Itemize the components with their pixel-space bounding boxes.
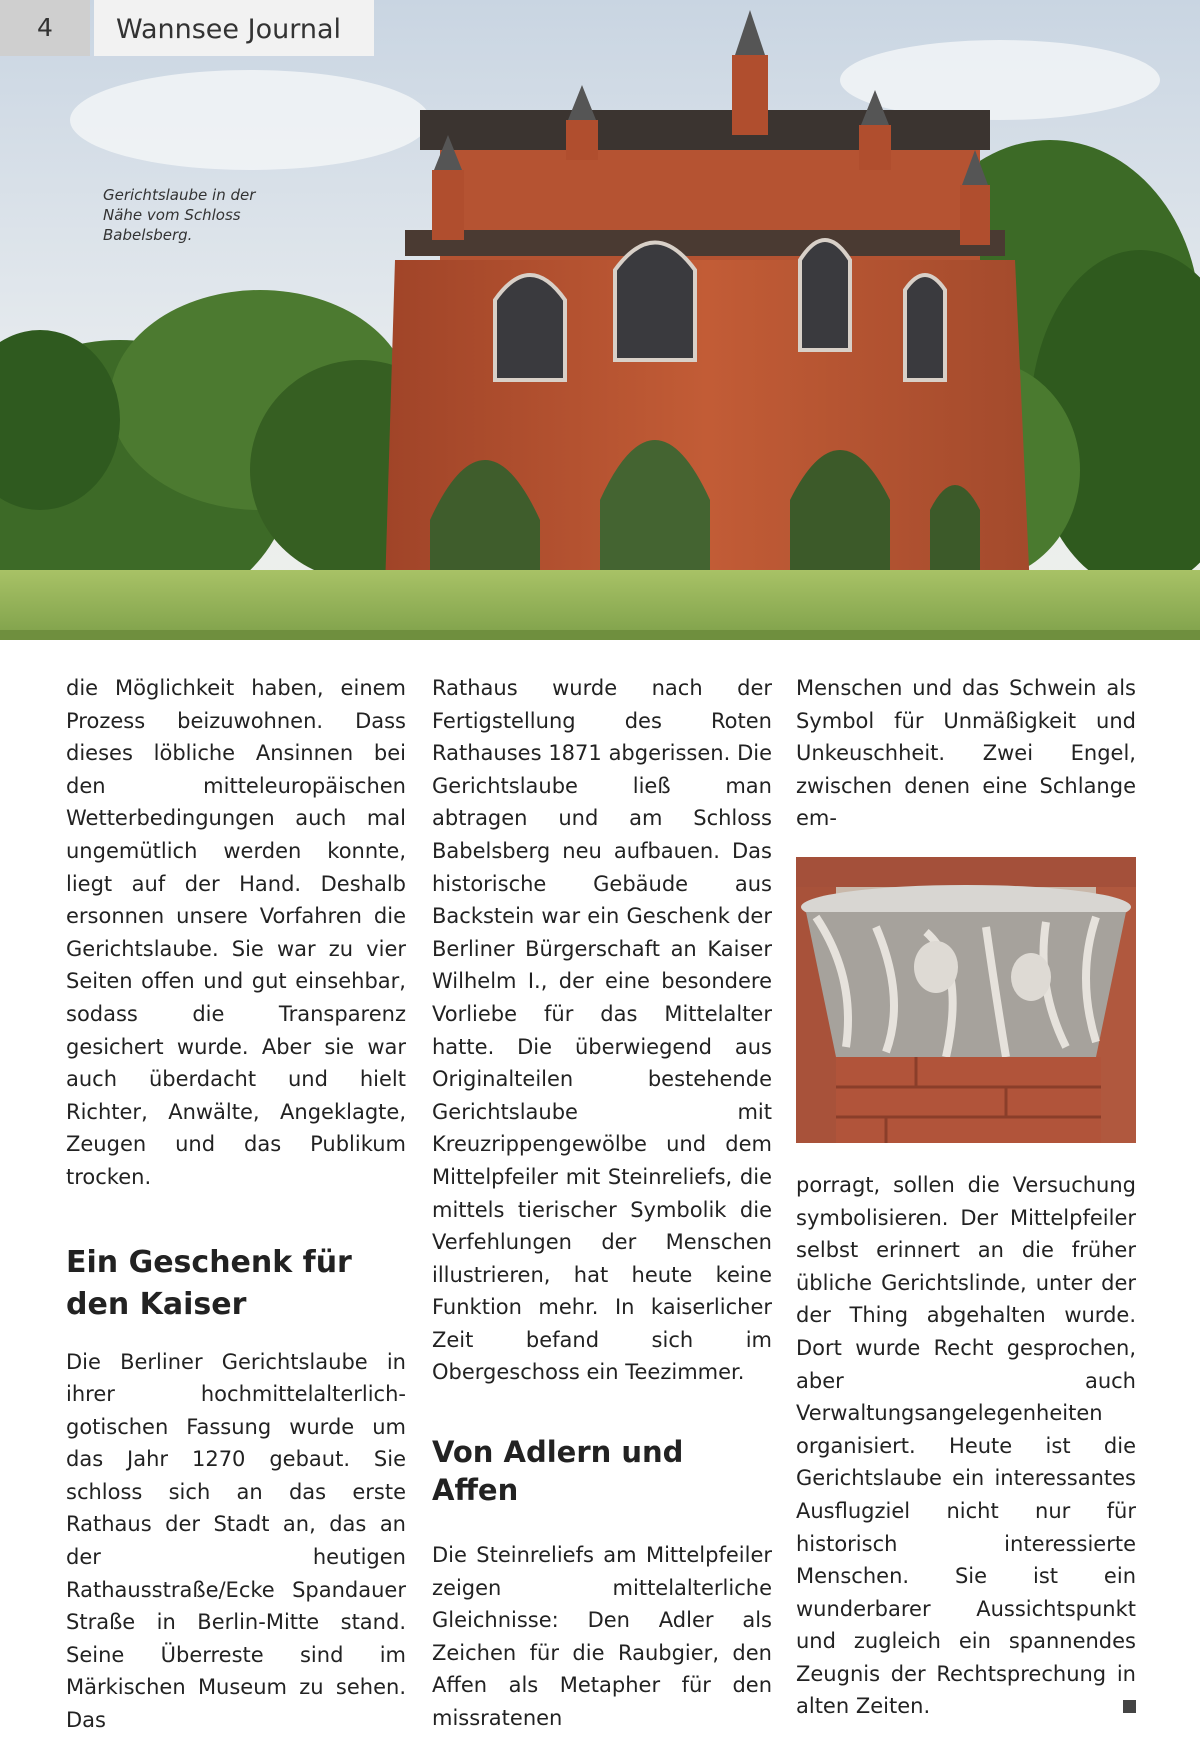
- col2-paragraph-1: Rathaus wurde nach der Fertigstellung des Roten Rathauses 1871 abgerissen. Die Gerichtslaube ließ man abtragen und am Schloss Babelsberg neu aufbauen. Das historische Gebäude aus Backstein war ein Geschenk der Berliner Bürgerschaft an Kaiser Wilhelm I., der eine besondere Vorliebe für das Mittelalter hatte. Die überwiegend aus Originalteilen bestehende Gerichtslaube mit Kreuzrippengewölbe und dem Mittelpfeiler mit Steinreliefs, die mittels tierischer Symbolik die Verfehlungen der Menschen illustrieren, hat heute keine Funktion mehr. In kaiserlicher Zeit befand sich im Obergeschoss ein Teezimmer.: [432, 676, 772, 1385]
- hero-photo: [0, 0, 1200, 640]
- page-number: 4: [0, 0, 90, 56]
- gerichtslaube-photo-icon: [0, 0, 1200, 640]
- photo-caption: Gerichtslaube in der Nähe vom Schloss Babelsberg.: [103, 186, 256, 244]
- heading-ein-geschenk: Ein Geschenk für den Kaiser: [66, 1244, 352, 1322]
- col1-paragraph-2: Die Berliner Gerichtslaube in ihrer hochmittelalterlich-gotischen Fassung wurde um das Jahr 1270 gebaut. Sie schloss sich an das erste Rathaus der Stadt an, das an der heutigen Rathausstraße/Ecke Spandauer Straße in Berlin-Mitte stand. Seine Überreste sind im Märkischen Museum zu sehen. Das: [66, 1349, 406, 1733]
- col3-paragraph-1-end: porragt, sollen die Versuchung symbolisieren. Der Mittelpfeiler selbst erinnert an die früher übliche Gerichtslinde, unter der der Thing abgehalten wurde. Dort wurde Recht gesprochen, aber auch Verwaltungsangelegenheiten organisiert. Heute ist die Gerichtslaube ein interessantes Ausflugziel nicht nur für historisch interessierte Menschen. Sie ist ein wunderbarer Aussichtspunkt und zugleich ein spannendes Zeugnis der Rechtsprechung in alten Zeiten.: [796, 1172, 1136, 1719]
- col2-paragraph-2: Die Steinreliefs am Mittelpfeiler zeigen mittelalterliche Gleichnisse: Den Adler als Zeichen für die Raubgier, den Affen als Metapher für den missratenen: [432, 1543, 772, 1731]
- journal-title: Wannsee Journal: [94, 0, 374, 56]
- text-column-3: [796, 672, 1136, 1723]
- stone-relief-photo-icon: [796, 857, 1136, 1143]
- text-column-2: [432, 672, 772, 1735]
- text-column-1: [66, 672, 406, 1737]
- end-square-icon: [1123, 1700, 1136, 1713]
- col3-paragraph-1-start: Menschen und das Schwein als Symbol für Unmäßigkeit und Unkeuschheit. Zwei Engel, zwischen denen eine Schlange em-: [796, 676, 1136, 831]
- heading-von-adlern: Von Adlern und Affen: [432, 1435, 684, 1508]
- col1-paragraph-1: die Möglichkeit haben, einem Prozess beizuwohnen. Dass dieses löbliche Ansinnen bei den mitteleuropäischen Wetterbedingungen auch mal ungemütlich werden konnte, liegt auf der Hand. Deshalb ersonnen unsere Vorfahren die Gerichtslaube. Sie war zu vier Seiten offen und gut einsehbar, sodass die Transparenz gesichert wurde. Aber sie war auch überdacht und hielt Richter, Anwälte, Angeklagte, Zeugen und das Publikum trocken.: [66, 676, 406, 1189]
